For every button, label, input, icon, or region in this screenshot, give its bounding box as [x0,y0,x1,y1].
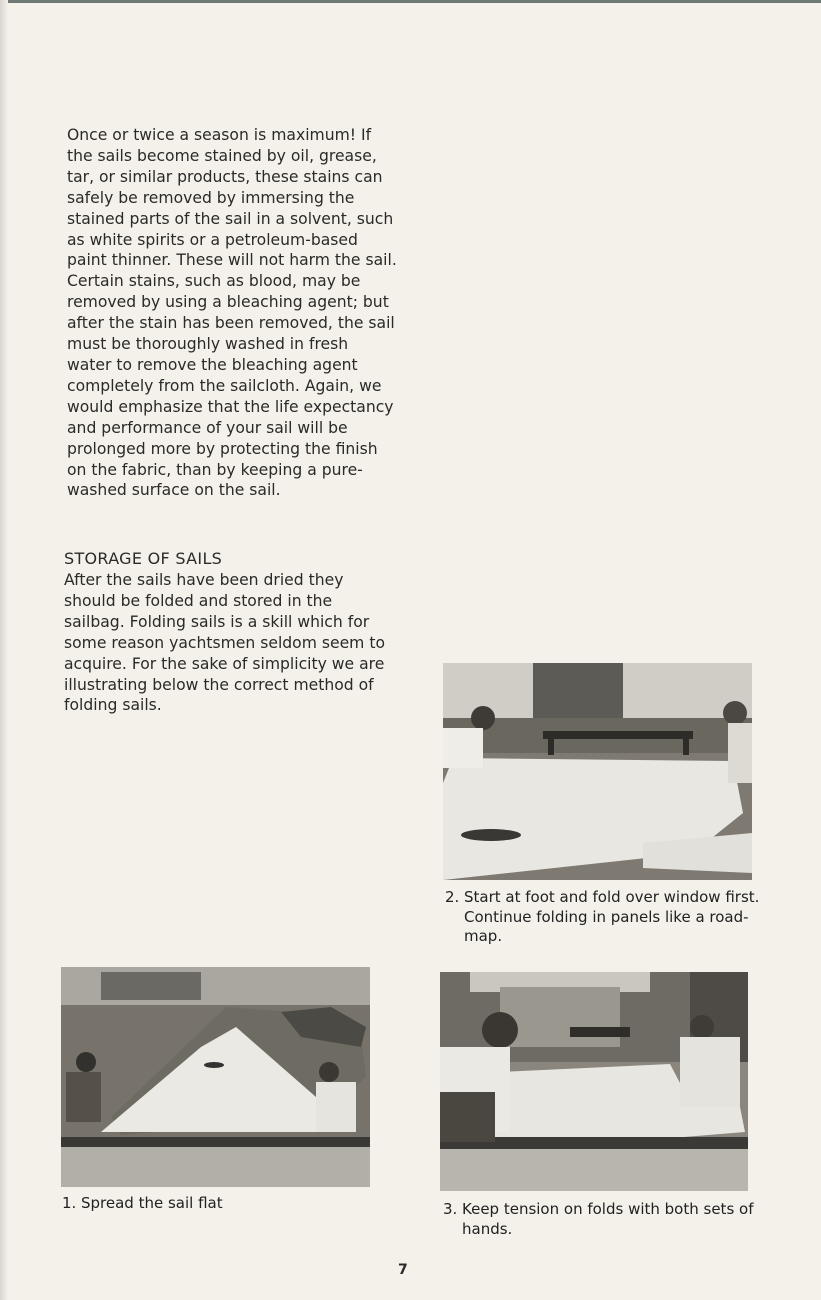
figure-number: 1. [62,1194,77,1212]
caption-text: Spread the sail flat [81,1194,223,1212]
body-paragraph: After the sails have been dried they should be folded and stored in the sailbag. Folding sails is a skill which for some reason yachtsmen seldom seem to acquire. For the sake of simplicity we are illustrating below the correct method of folding sails. [64,571,385,715]
photo-keep-tension-on-folds [440,972,748,1191]
figure-caption [62,1194,391,1214]
photo-spread-sail-flat [61,967,370,1187]
caption-text: Start at foot and fold over window first. Continue folding in panels like a road-map. [464,888,760,945]
body-paragraph: Once or twice a season is maximum! If the sails become stained by oil, grease, tar, or similar products, these stains can safely be removed by immersing the stained parts of the sail in a solvent, such as white spirits or a petroleum-based paint thinner. These will not harm the sail. Certain stains, such as blood, may be removed by using a bleaching agent; but after the stain has been removed, the sail must be thoroughly washed in fresh water to remove the bleaching agent completely from the sailcloth. Again, we would emphasize that the life expectancy and performance of your sail will be prolonged more by protecting the finish on the fabric, than by keeping a pure-washed surface on the sail. [67,126,397,500]
figure-caption [443,1200,772,1239]
figure-number: 3. [443,1200,458,1218]
page-edge-shadow [0,0,8,1300]
section-heading: STORAGE OF SAILS [64,549,223,568]
figure-caption [445,888,774,947]
page-number: 7 [398,1262,408,1278]
photo-fold-over-window [443,663,752,880]
top-border [0,0,821,3]
figure-number: 2. [445,888,460,906]
caption-text: Keep tension on folds with both sets of hands. [462,1200,754,1238]
